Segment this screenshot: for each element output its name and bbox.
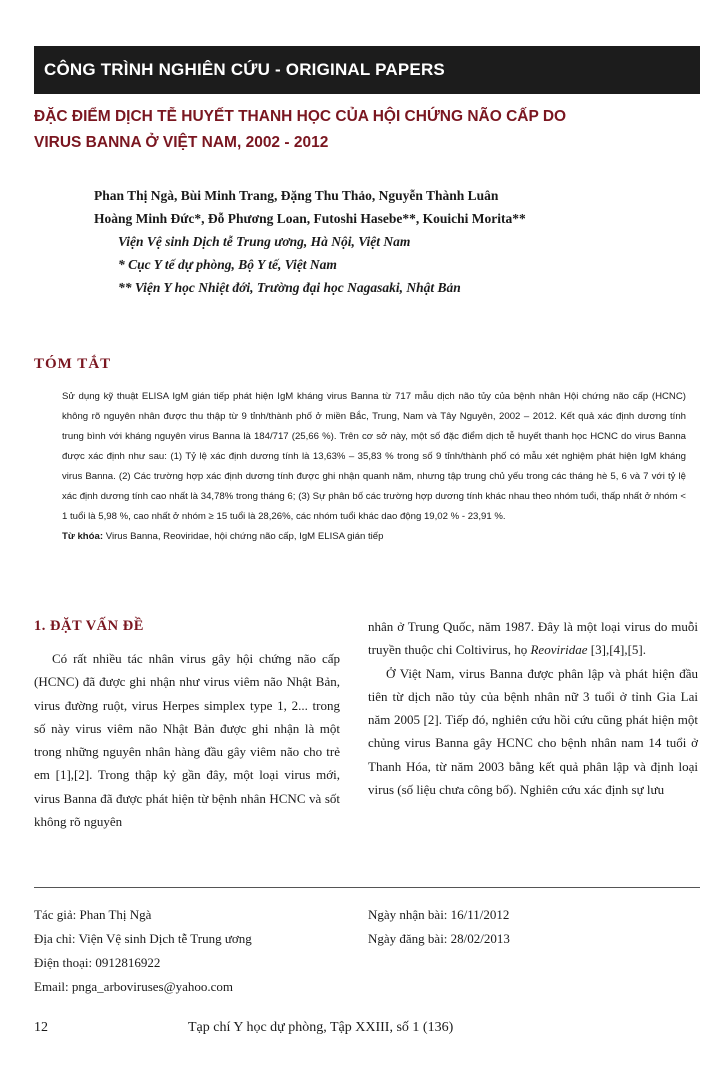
abstract-heading: TÓM TẮT	[34, 356, 112, 372]
keywords-label: Từ khóa:	[62, 531, 104, 542]
footnote-divider	[34, 887, 700, 888]
body-paragraph: Ở Việt Nam, virus Banna được phân lập và phát hiện đầu tiên từ dịch não tủy của bệnh nhân nữ 3 tuổi ở tỉnh Gia Lai năm 2005 [2]. Tiếp đó, nghiên cứu hồi cứu cũng phát hiện một chủng virus Banna gây HCNC cho bệnh nhân nam 14 tuổi ở Thanh Hóa, từ năm 2003 bằng kết quả phân lập và định loại virus (số liệu chưa công bố). Nghiên cứu xác định sự lưu	[368, 665, 698, 798]
right-column	[368, 615, 698, 801]
citation-span: [3],[4],[5].	[587, 642, 647, 658]
author-list-line: Hoàng Minh Đức*, Đỗ Phương Loan, Futoshi Hasebe**, Kouichi Morita**	[94, 211, 526, 226]
author-phone: Điện thoại: 0912816922	[34, 955, 161, 970]
body-text-span: nhân ở Trung Quốc, năm 1987. Đây là một loại virus do muỗi truyền thuộc chi Coltivirus, họ	[368, 619, 698, 658]
affiliation: Viện Vệ sinh Dịch tễ Trung ương, Hà Nội, Việt Nam	[118, 234, 411, 249]
page-number: 12	[34, 1020, 48, 1035]
body-paragraph: Có rất nhiều tác nhân virus gây hội chứng não cấp (HCNC) đã được ghi nhận như virus viêm não Nhật Bản, virus đường ruột, virus Herpes simplex type 1, 2... trong số này virus viêm não Nhật Bản được ghi nhận là một trong những nguyên nhân hàng đầu gây viêm não cho trẻ em [1],[2]. Trong thập kỷ gần đây, một loại virus mới, virus Banna đã được phát hiện từ bệnh nhân HCNC và sốt không rõ nguyên	[34, 651, 340, 830]
left-column	[34, 615, 340, 833]
keywords-text: Virus Banna, Reoviridae, hội chứng não cấp, IgM ELISA gián tiếp	[105, 531, 384, 542]
author-email: Email: pnga_arboviruses@yahoo.com	[34, 979, 233, 994]
affiliation: ** Viện Y học Nhiệt đới, Trường đại học Nagasaki, Nhật Bản	[118, 280, 461, 295]
paper-title-line: VIRUS BANNA Ở VIỆT NAM, 2002 - 2012	[34, 134, 329, 151]
corresponding-author: Tác giả: Phan Thị Ngà	[34, 907, 152, 922]
published-date: Ngày đăng bài: 28/02/2013	[368, 931, 510, 946]
affiliation: * Cục Y tế dự phòng, Bộ Y tế, Việt Nam	[118, 257, 337, 272]
abstract	[62, 387, 686, 547]
paper-title-line: ĐẶC ĐIỂM DỊCH TỄ HUYẾT THANH HỌC CỦA HỘI CHỨNG NÃO CẤP DO	[34, 108, 567, 125]
journal-citation: Tạp chí Y học dự phòng, Tập XXIII, số 1 (136)	[188, 1020, 454, 1035]
paper-title	[34, 104, 704, 156]
taxon-name: Reoviridae	[530, 642, 588, 658]
received-date: Ngày nhận bài: 16/11/2012	[368, 907, 510, 922]
author-list-line: Phan Thị Ngà, Bùi Minh Trang, Đặng Thu Thảo, Nguyễn Thành Luân	[94, 188, 499, 203]
dates-block	[368, 903, 510, 951]
author-block	[90, 184, 690, 299]
abstract-text: Sử dụng kỹ thuật ELISA IgM gián tiếp phát hiện IgM kháng virus Banna từ 717 mẫu dịch não tủy của bệnh nhân Hội chứng não cấp (HCNC) không rõ nguyên nhân được thu thập từ 9 tỉnh/thành phố ở miền Bắc, Trung, Nam và Tây Nguyên, 2002 – 2012. Kết quả xác định dương tính trung bình với kháng nguyên virus Banna là 184/717 (25,66 %). Trên cơ sở này, một số đặc điểm dịch tễ huyết thanh học HCNC do virus Banna được xác định như sau: (1) Tỷ lệ xác định dương tính là 13,63% – 35,83 % trong số 9 tỉnh/thành phố có mẫu xét nghiệm phát hiện IgM kháng virus Banna. (2) Các trường hợp xác định dương tính được ghi nhận quanh năm, nhưng tập trung chủ yếu trong các tháng hè 5, 6 và 7 với tỷ lệ xác định dương tính cao nhất là 34,78% trong tháng 6; (3) Sự phân bố các trường hợp dương tính khác nhau theo nhóm tuổi, thấp nhất ở nhóm < 1 tuổi là 5,98 %, cao nhất ở nhóm ≥ 15 tuổi là 28,26%, các nhóm tuổi khác dao động 19,02 % - 23,91 %.	[62, 391, 686, 522]
correspondence-block	[34, 903, 252, 999]
author-address: Địa chỉ: Viện Vệ sinh Dịch tễ Trung ương	[34, 931, 252, 946]
section-banner: CÔNG TRÌNH NGHIÊN CỨU - ORIGINAL PAPERS	[34, 46, 700, 94]
section-heading: 1. ĐẶT VẤN ĐỀ	[34, 618, 144, 634]
body-paragraph	[368, 615, 698, 662]
